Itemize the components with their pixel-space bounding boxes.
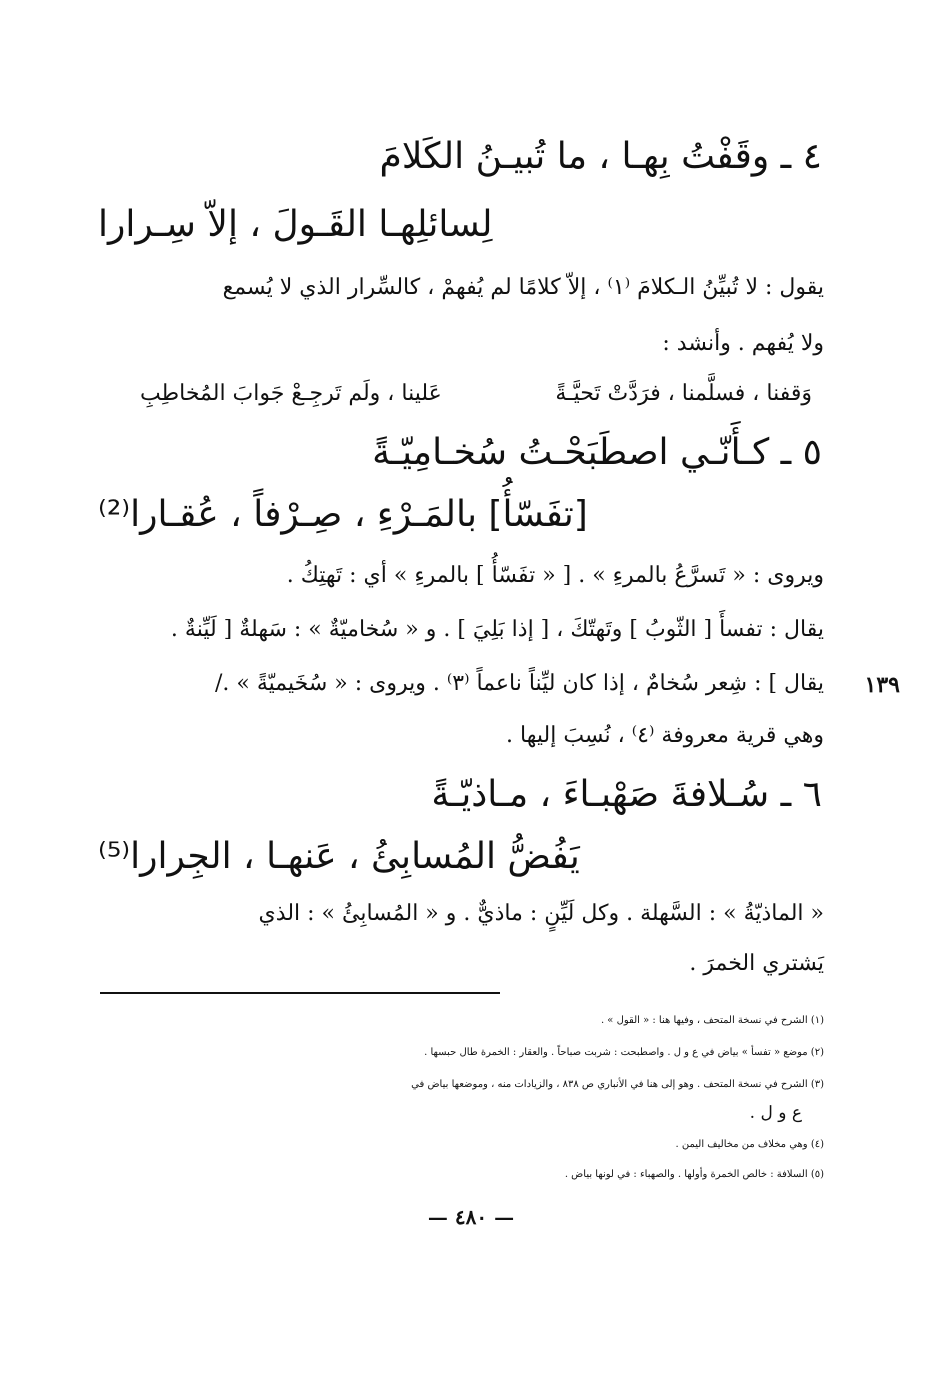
verse-5-first-hemistich: ٥ ـ كـأَنّـي اصطَبَحْـتُ سُخـامِيّـةً <box>372 432 822 473</box>
footnote: (٣) الشرح في نسخة المتحف . وهو إلى هنا في الأنباري ص ٨٣٨ ، والزيادات منه ، وموضعها بياض في <box>411 1079 824 1090</box>
verse-4-second-hemistich: لِسائلِهـا القَـولَ ، إلاّ سِـرارا <box>98 204 493 245</box>
footnote: (٢) موضع « تفسأ » بياض في ع و ل . واصطبحت : شربت صباحاً . والعقار : الخمرة طال حبسها . <box>424 1047 824 1058</box>
footnote: (٤) وهي مخلاف من مخاليف اليمن . <box>675 1139 824 1150</box>
footnote-separator <box>100 992 500 994</box>
footnote-continuation: ع و ل . <box>749 1103 802 1123</box>
commentary-line: وهي قرية معروفة ⁽٤⁾ ، نُسِبَ إليها . <box>506 723 824 748</box>
verse-4-first-hemistich: ٤ ـ وقَفْتُ بِهـا ، ما تُبيـنُ الكَلامَ <box>379 136 822 177</box>
quoted-verse-first-hemistich: وَقفنا ، فسلَّمنا ، فرَدَّتْ تَحيَّـةً <box>555 381 812 406</box>
page-number: — ٤٨٠ — <box>427 1205 515 1229</box>
commentary-line: ولا يُفهم . وأنشد : <box>662 331 824 356</box>
footnote: (١) الشرح في نسخة المتحف ، وفيها هنا : « القول » . <box>600 1015 824 1026</box>
commentary-line: يقال ] : شِعر سُخامٌ ، إذا كان ليِّناً ناعماً ⁽٣⁾ . ويروى : « سُخَيميّةً » ./ <box>214 671 824 696</box>
footnote: (٥) السلافة : خالص الخمرة وأولها . والصهباء : في لونها بياض . <box>564 1169 824 1180</box>
commentary-line: يقال : تفسأَ [ الثّوبُ ] وتَهتّكَ ، [ إذا بَلِيَ ] . و « سُخاميّةٌ » : سَهلةٌ [ لَيِّنةٌ . <box>170 617 824 642</box>
commentary-line: يَشتري الخمرَ . <box>689 951 824 976</box>
commentary-line: يقول : لا تُبيِّنُ الـكلامَ ⁽١⁾ ، إلاّ كلامًا لم يُفهمْ ، كالسِّرار الذي لا يُسمع <box>222 275 824 300</box>
commentary-line: ويروى : « تَسرَّعُ بالمرءِ » . [ « تفَسّأُ ] بالمرءِ » أي : تَهتِكُ . <box>286 563 824 588</box>
commentary-line: « الماذيّةُ » : السَّهلة . وكل لَيِّنٍ : ماذيٌّ . و « المُسابِئُ » : الذي <box>258 901 824 926</box>
margin-page-reference: ١٣٩ <box>864 672 900 698</box>
verse-6-second-hemistich: يَفُضُّ المُسابِئُ ، عَنهـا ، الجِرارا⁽⁵⁾ <box>98 836 580 877</box>
verse-6-first-hemistich: ٦ ـ سُـلافةَ صَهْبـاءَ ، مـاذيّـةً <box>431 774 822 815</box>
quoted-verse-second-hemistich: عَلينا ، ولَم تَرجِـعْ جَوابَ المُخاطِبِ <box>140 381 442 406</box>
verse-5-second-hemistich: [تفَسّأُ] بالمَـرْءِ ، صِـرْفاً ، عُقـارا⁽²⁾ <box>98 494 588 535</box>
